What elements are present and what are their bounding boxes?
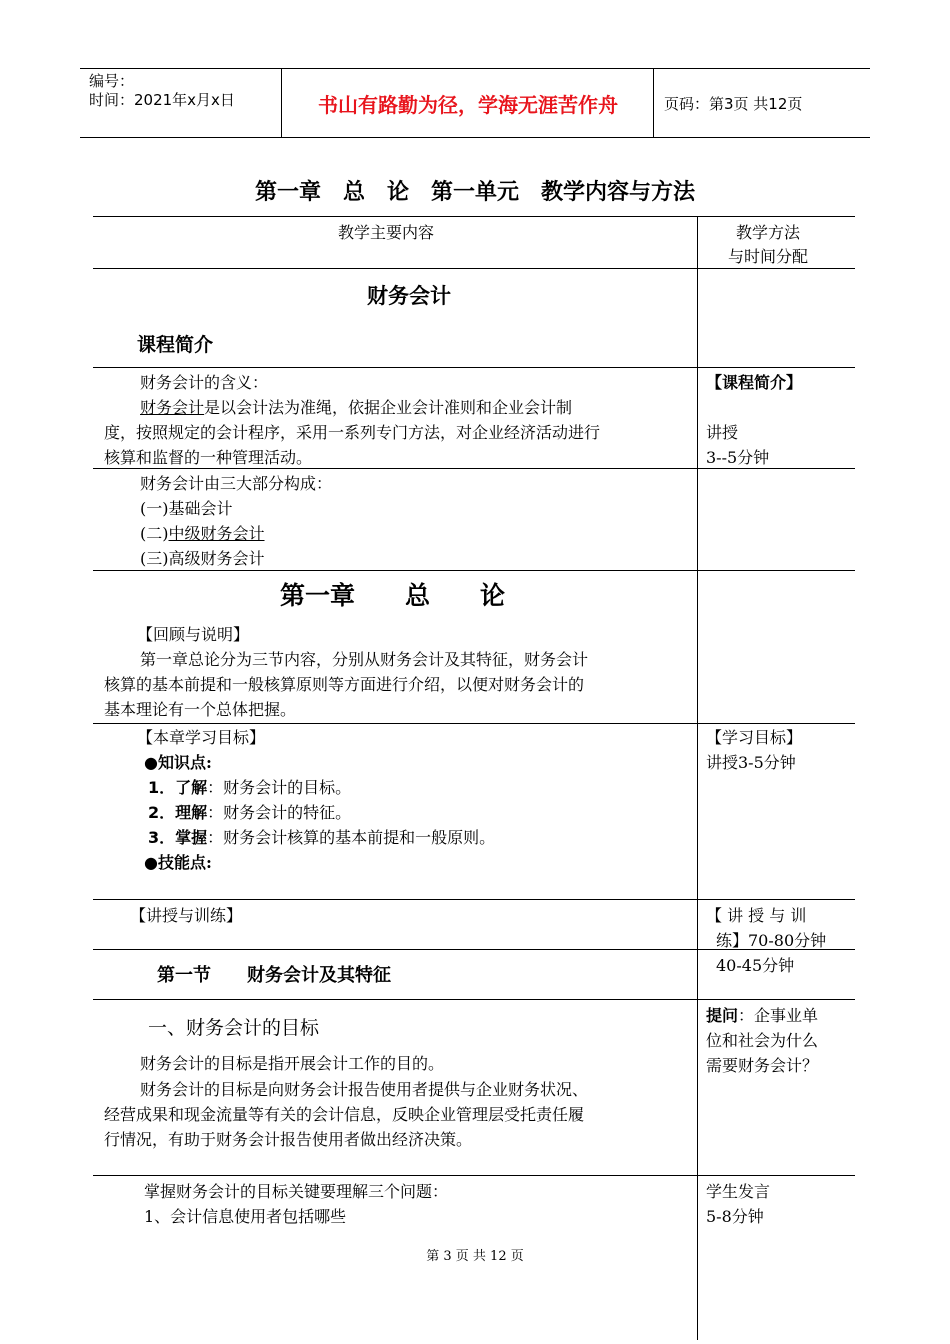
table-line	[93, 723, 855, 724]
goal-paragraph-1: 财务会计的目标是指开展会计工作的目的。	[140, 1054, 445, 1073]
method-student: 学生发言	[706, 1182, 771, 1201]
method-student-time: 5-8分钟	[706, 1207, 764, 1226]
table-border-top	[93, 216, 855, 217]
grasp-line: 掌握财务会计的目标关键要理解三个问题：	[144, 1182, 449, 1201]
column-header-method-1: 教学方法	[736, 223, 801, 242]
method-lecture-2: 练】70-80分钟	[716, 931, 827, 950]
review-tag: 【回顾与说明】	[137, 625, 250, 644]
method-intro-tag: 【课程简介】	[706, 373, 803, 392]
method-question-2: 位和社会为什么	[706, 1031, 819, 1050]
part-1: (一)基础会计	[140, 499, 233, 518]
method-section-time: 40-45分钟	[716, 956, 795, 975]
users-line: 1、会计信息使用者包括哪些	[144, 1207, 347, 1226]
skill-label: ●技能点:	[144, 853, 212, 872]
meaning-term: 财务会计	[140, 398, 205, 417]
goal-2: 2．理解：财务会计的特征。	[148, 803, 352, 822]
section-title: 第一节 财务会计及其特征	[157, 965, 391, 986]
goal-paragraph-2-line-2: 经营成果和现金流量等有关的会计信息，反映企业管理层受托责任履	[104, 1105, 585, 1124]
method-intro-method: 讲授	[706, 423, 739, 442]
header-time: 时间：2021年x月x日	[89, 91, 235, 109]
goal-paragraph-2-line-3: 行情况，有助于财务会计报告使用者做出经济决策。	[104, 1130, 473, 1149]
part-3: (三)高级财务会计	[140, 549, 265, 568]
meaning-line-2: 度，按照规定的会计程序，采用一系列专门方法，对企业经济活动进行	[104, 423, 601, 442]
table-line	[93, 999, 855, 1000]
course-intro-heading: 课程简介	[137, 334, 214, 356]
method-goals-tag: 【学习目标】	[706, 728, 803, 747]
meaning-label: 财务会计的含义：	[140, 373, 269, 392]
header-number: 编号：	[89, 72, 135, 90]
lecture-tag: 【讲授与训练】	[130, 906, 243, 925]
method-question-1: 提问：企事业单	[706, 1006, 819, 1025]
goal-paragraph-2-line-1: 财务会计的目标是向财务会计报告使用者提供与企业财务状况、	[140, 1080, 589, 1099]
method-intro-time: 3--5分钟	[706, 448, 770, 467]
course-title: 财务会计	[367, 284, 451, 308]
review-line-1: 第一章总论分为三节内容，分别从财务会计及其特征，财务会计	[140, 650, 589, 669]
goal-1: 1．了解：财务会计的目标。	[148, 778, 352, 797]
header-page-info: 页码：第3页 共12页	[664, 94, 803, 113]
method-goals-time: 讲授3-5分钟	[706, 753, 796, 772]
goal-3: 3．掌握：财务会计核算的基本前提和一般原则。	[148, 828, 496, 847]
method-question-3: 需要财务会计？	[706, 1056, 819, 1075]
meaning-line-3: 核算和监督的一种管理活动。	[104, 448, 313, 467]
chapter-title: 第一章 总 论	[280, 581, 506, 610]
goals-tag: 【本章学习目标】	[137, 728, 266, 747]
review-line-2: 核算的基本前提和一般核算原则等方面进行介绍，以便对财务会计的	[104, 675, 585, 694]
meaning-line-1: 财务会计是以会计法为准绳，依据企业会计准则和企业会计制	[140, 398, 573, 417]
table-line	[93, 899, 855, 900]
document-title: 第一章 总 论 第一单元 教学内容与方法	[254, 180, 695, 205]
column-header-method-2: 与时间分配	[728, 247, 809, 266]
method-lecture-1: 【 讲 授 与 训	[706, 906, 807, 925]
page-footer: 第 3 页 共 12 页	[426, 1249, 524, 1264]
table-line	[93, 1175, 855, 1176]
parts-label: 财务会计由三大部分构成：	[140, 474, 333, 493]
knowledge-label: ●知识点:	[144, 753, 212, 772]
table-line	[93, 367, 855, 368]
column-header-main: 教学主要内容	[338, 223, 435, 242]
header-meta	[80, 69, 282, 137]
part-2-term: 中级财务会计	[168, 524, 265, 543]
header-motto: 书山有路勤为径，学海无涯苦作舟	[283, 69, 654, 137]
goal-heading: 一、财务会计的目标	[148, 1017, 320, 1039]
page-header	[80, 68, 870, 138]
review-line-3: 基本理论有一个总体把握。	[104, 700, 297, 719]
table-column-divider	[697, 216, 698, 1340]
part-2: (二)中级财务会计	[140, 524, 265, 543]
